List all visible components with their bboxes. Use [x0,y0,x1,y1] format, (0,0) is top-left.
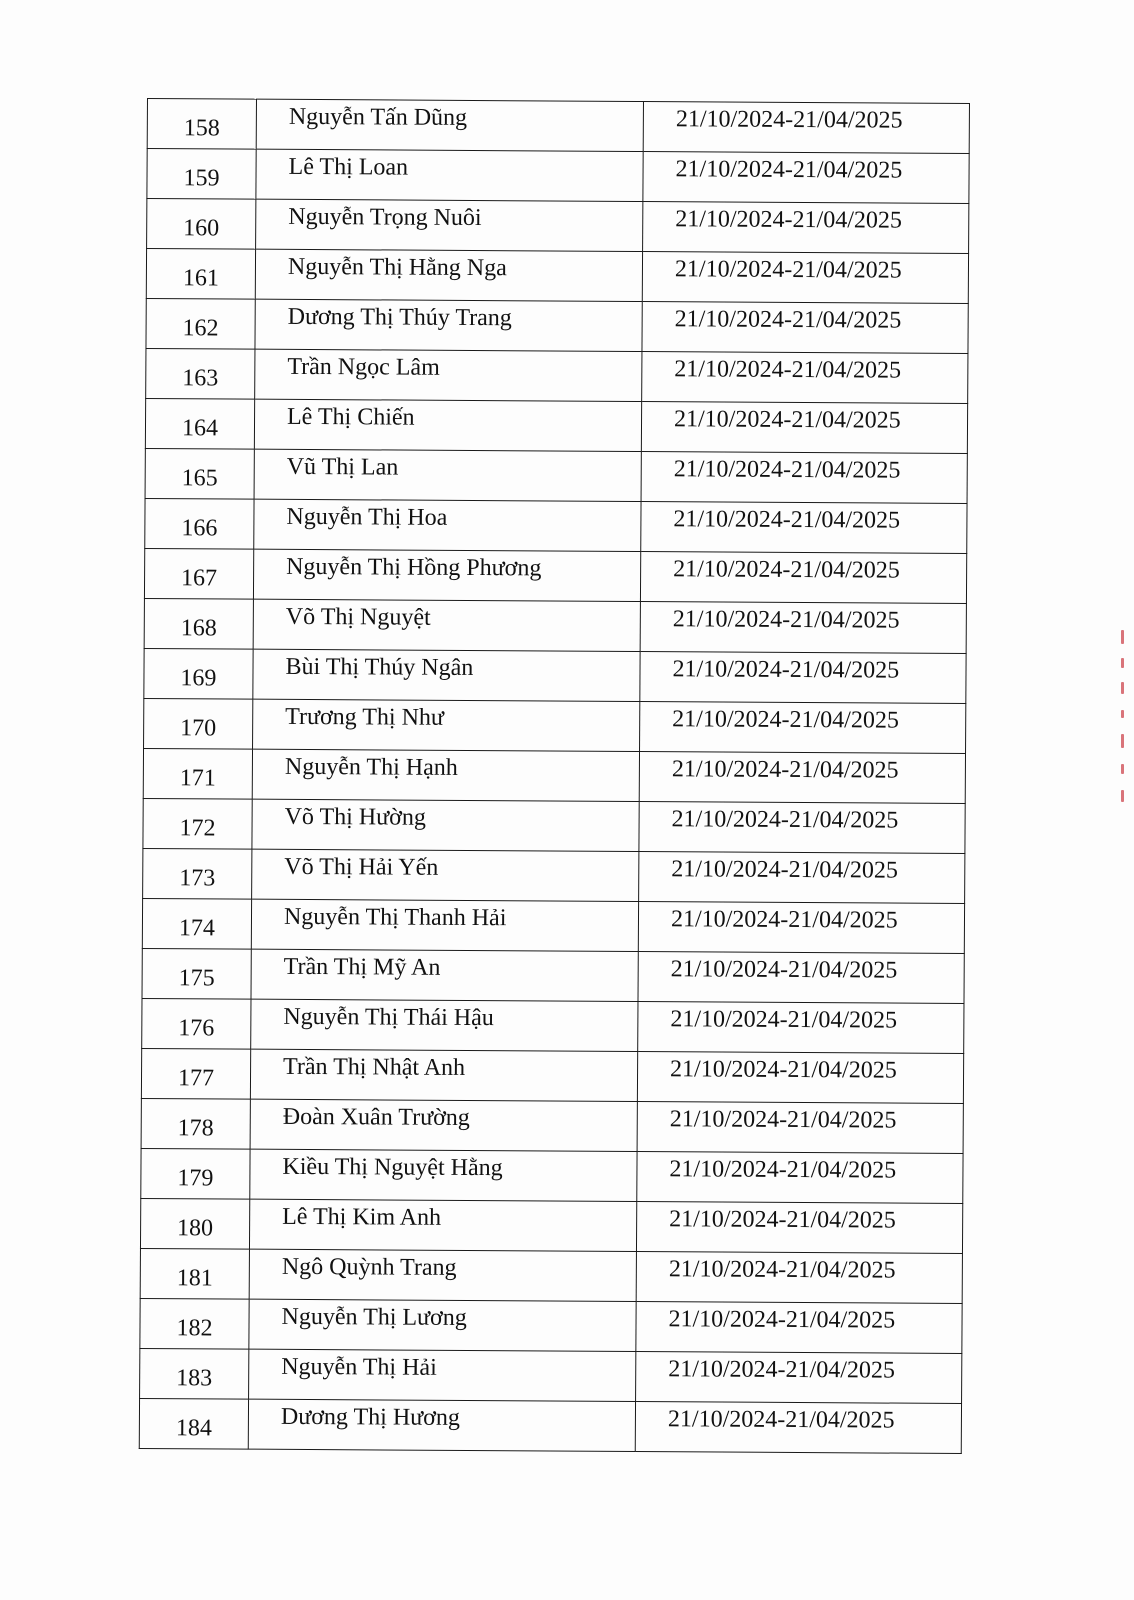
person-name-cell: Nguyễn Thị Hồng Phương [253,549,640,601]
date-period-cell: 21/10/2024-21/04/2025 [636,1352,962,1404]
row-number-cell: 160 [147,199,256,250]
date-period-cell: 21/10/2024-21/04/2025 [641,502,967,554]
person-name-cell: Bùi Thị Thúy Ngân [253,649,640,701]
person-name-cell: Nguyễn Thị Thanh Hải [251,899,638,951]
row-number-cell: 177 [141,1048,250,1099]
table-row [140,1348,962,1403]
date-period-cell: 21/10/2024-21/04/2025 [643,152,969,204]
table-row [140,1248,962,1303]
person-name-cell: Dương Thị Hương [248,1399,635,1451]
person-name-cell: Nguyễn Thị Lương [249,1299,636,1351]
person-name-cell: Kiều Thị Nguyệt Hằng [250,1149,637,1201]
person-name-cell: Lê Thị Kim Anh [249,1199,636,1251]
row-number-cell: 174 [142,898,251,949]
person-name-cell: Nguyễn Trọng Nuôi [256,199,643,251]
row-number-cell: 181 [140,1248,249,1299]
table-row [143,748,965,803]
date-period-cell: 21/10/2024-21/04/2025 [638,1002,964,1054]
person-name-cell: Vũ Thị Lan [254,449,641,501]
date-period-cell: 21/10/2024-21/04/2025 [638,902,964,954]
table-row [142,948,964,1003]
row-number-cell: 158 [147,99,256,150]
table-row [144,598,966,653]
date-period-cell: 21/10/2024-21/04/2025 [637,1102,963,1154]
row-number-cell: 170 [144,698,253,749]
date-period-cell: 21/10/2024-21/04/2025 [640,602,966,654]
person-name-cell: Nguyễn Thị Thái Hậu [251,999,638,1051]
table-row [147,149,969,204]
row-number-cell: 172 [143,798,252,849]
row-number-cell: 162 [146,298,255,349]
row-number-cell: 166 [145,498,254,549]
table-row [143,798,965,853]
date-period-cell: 21/10/2024-21/04/2025 [638,952,964,1004]
date-period-cell: 21/10/2024-21/04/2025 [639,852,965,904]
date-period-cell: 21/10/2024-21/04/2025 [641,452,967,504]
table-row [146,249,968,304]
red-stamp-edge-marks [1118,630,1128,810]
table-row [142,898,964,953]
person-name-cell: Võ Thị Nguyệt [253,599,640,651]
row-number-cell: 182 [140,1298,249,1349]
table-row [144,548,966,603]
table-row [146,298,968,353]
table-row [145,498,967,553]
row-number-cell: 183 [140,1348,249,1399]
table-row [139,1398,961,1453]
date-period-cell: 21/10/2024-21/04/2025 [635,1402,961,1454]
person-name-cell: Nguyễn Thị Hoa [254,499,641,551]
person-name-cell: Trương Thị Như [253,699,640,751]
row-number-cell: 161 [146,249,255,300]
date-period-cell: 21/10/2024-21/04/2025 [642,352,968,404]
table-row [144,698,966,753]
date-period-cell: 21/10/2024-21/04/2025 [640,552,966,604]
date-period-cell: 21/10/2024-21/04/2025 [642,302,968,354]
table-row [145,398,967,453]
row-number-cell: 163 [146,348,255,399]
table-row [144,648,966,703]
row-number-cell: 173 [143,848,252,899]
date-period-cell: 21/10/2024-21/04/2025 [640,702,966,754]
person-name-cell: Đoàn Xuân Trường [250,1099,637,1151]
table-row [141,1098,963,1153]
person-name-cell: Nguyễn Tấn Dũng [256,99,643,151]
table-row [140,1198,962,1253]
table-row [142,998,964,1053]
date-period-cell: 21/10/2024-21/04/2025 [640,652,966,704]
row-number-cell: 176 [142,998,251,1049]
date-period-cell: 21/10/2024-21/04/2025 [637,1152,963,1204]
row-number-cell: 180 [140,1198,249,1249]
date-period-cell: 21/10/2024-21/04/2025 [641,402,967,454]
row-number-cell: 167 [144,548,253,599]
roster-table-body [139,99,969,1454]
row-number-cell: 179 [141,1148,250,1199]
table-row [141,1048,963,1103]
date-period-cell: 21/10/2024-21/04/2025 [636,1302,962,1354]
date-period-cell: 21/10/2024-21/04/2025 [643,202,969,254]
row-number-cell: 165 [145,448,254,499]
person-name-cell: Lê Thị Chiến [254,399,641,451]
date-period-cell: 21/10/2024-21/04/2025 [639,802,965,854]
row-number-cell: 184 [139,1398,248,1449]
date-period-cell: 21/10/2024-21/04/2025 [639,752,965,804]
person-name-cell: Nguyễn Thị Hằng Nga [255,249,642,301]
person-name-cell: Nguyễn Thị Hải [249,1349,636,1401]
person-name-cell: Võ Thị Hường [252,799,639,851]
date-period-cell: 21/10/2024-21/04/2025 [637,1052,963,1104]
row-number-cell: 169 [144,648,253,699]
row-number-cell: 178 [141,1098,250,1149]
row-number-cell: 168 [144,598,253,649]
person-name-cell: Dương Thị Thúy Trang [255,299,642,351]
roster-table [139,98,970,1454]
table-row [146,348,968,403]
row-number-cell: 171 [143,748,252,799]
person-name-cell: Trần Ngọc Lâm [255,349,642,401]
date-period-cell: 21/10/2024-21/04/2025 [636,1202,962,1254]
table-row [147,199,969,254]
date-period-cell: 21/10/2024-21/04/2025 [642,252,968,304]
date-period-cell: 21/10/2024-21/04/2025 [636,1252,962,1304]
row-number-cell: 164 [145,398,254,449]
person-name-cell: Ngô Quỳnh Trang [249,1249,636,1301]
table-row [145,448,967,503]
table-row [143,848,965,903]
person-name-cell: Võ Thị Hải Yến [252,849,639,901]
person-name-cell: Lê Thị Loan [256,149,643,201]
date-period-cell: 21/10/2024-21/04/2025 [643,102,969,154]
person-name-cell: Nguyễn Thị Hạnh [252,749,639,801]
table-row [141,1148,963,1203]
table-row [147,99,969,154]
row-number-cell: 175 [142,948,251,999]
table-row [140,1298,962,1353]
person-name-cell: Trần Thị Nhật Anh [250,1049,637,1101]
person-name-cell: Trần Thị Mỹ An [251,949,638,1001]
row-number-cell: 159 [147,149,256,200]
